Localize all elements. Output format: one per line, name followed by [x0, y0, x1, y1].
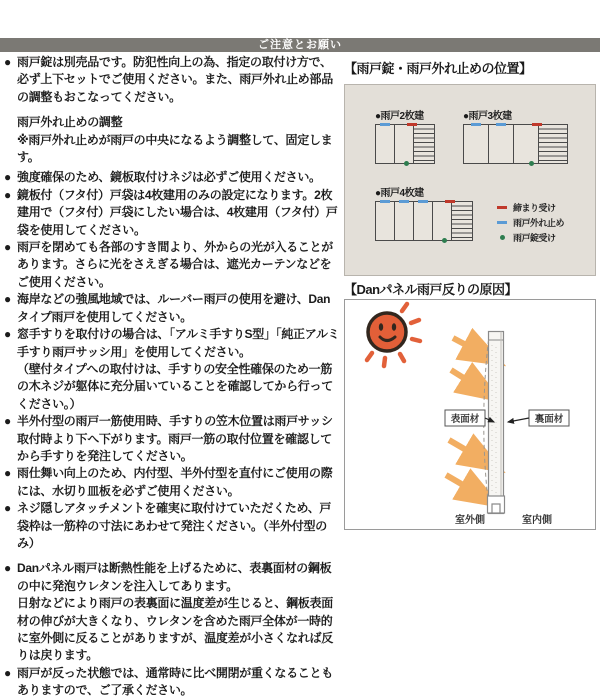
figure-position-box [344, 84, 596, 276]
lock-receiver-marker [529, 161, 534, 166]
red-dash-icon [497, 206, 507, 209]
note-item: 日射などにより雨戸の表裏面に温度差が生じると、鋼板表面材の伸びが大きくなり、ウレタンを含めた雨戸全体が一時的に室外側に反ることがありますが、温度差が小さくなれば反りは戻ります。 [17, 596, 333, 663]
note-item: ● 強度確保のため、鏡板取付けネジは必ずご使用ください。 [4, 170, 321, 185]
svg-text:裏面材: 裏面材 [534, 414, 564, 425]
figure-warp-title: 【Danパネル雨戸反りの原因】 [344, 282, 518, 297]
note-item: ● 窓手すりを取付けの場合は、「アルミ手すりS型」「純正アルミ手すり雨戸サッシ用」を使用してください。 [4, 327, 340, 359]
note-item: ● 雨戸錠は別売品です。防犯性向上の為、指定の取付け方で、必ず上下セットでご使用ください。また、雨戸外れ止め部品の調整もおこなってください。 [4, 55, 333, 104]
shutter-case [451, 201, 473, 241]
shutter-panel [394, 201, 414, 241]
notice-header-title: ご注意とお願い [258, 38, 342, 51]
green-dot-icon [497, 235, 507, 240]
note-item: （壁付タイプへの取付けは、手すりの安全性確保のため一筋の木ネジが躯体に充分届いていることを確認してから行ってください。） [17, 361, 333, 411]
diagram-label: ●雨戸3枚建 [463, 111, 512, 122]
shutter-panel [375, 124, 395, 164]
note-item: ※雨戸外れ止めが雨戸の中央になるよう調整して、固定します。 [17, 132, 333, 165]
note-subheading: 雨戸外れ止めの調整 [17, 115, 123, 130]
note-item: ● 雨戸を閉めても各部のすき間より、外からの光が入ることがあります。さらに光をさえぎる場合は、遮光カーテンなどをご使用ください。 [4, 240, 333, 289]
notice-header-bar [0, 38, 600, 52]
shutter-panel [488, 124, 514, 164]
shutter-panel [432, 201, 452, 241]
note-item: ● 雨戸が反った状態では、通常時に比べ開閉が重くなることもありますので、ご了承ください。 [4, 665, 333, 698]
latch-receiver-marker [445, 200, 455, 203]
back-material-label [508, 410, 569, 426]
detach-stopper-marker [418, 200, 428, 203]
figure-legend [497, 200, 564, 245]
figure-position-title: 【雨戸錠・雨戸外れ止めの位置】 [344, 61, 532, 76]
latch-receiver-marker [532, 123, 542, 126]
lock-receiver-marker [404, 161, 409, 166]
diagram-4-panel-shutter [375, 184, 473, 245]
detach-stopper-marker [471, 123, 481, 126]
shutter-panel [375, 201, 395, 241]
shutter-cross-section [484, 332, 505, 514]
legend-item: 締まり受け [497, 200, 564, 215]
note-item: ● ネジ隠しアタッチメントを確実に取付けていただくため、戸袋枠は一筋枠の寸法にあわせて発注ください。（半外付型のみ） [4, 501, 332, 550]
note-item: ● Danパネル雨戸は断熱性能を上げるために、表裏面材の鋼板の中に発泡ウレタンを注入してあります。 [4, 561, 332, 593]
notes-column [4, 54, 340, 700]
detach-stopper-marker [380, 123, 390, 126]
blue-dash-icon [497, 221, 507, 224]
shutter-panel [394, 124, 414, 164]
lock-receiver-marker [442, 238, 447, 243]
shutter-panel [513, 124, 539, 164]
front-material-label [445, 410, 494, 426]
legend-item: 雨戸錠受け [497, 230, 564, 245]
diagram-label: ●雨戸2枚建 [375, 111, 424, 122]
shutter-case [538, 124, 568, 164]
svg-text:表面材: 表面材 [450, 414, 480, 425]
indoor-side-label: 室内側 [522, 515, 552, 526]
sun-icon [367, 304, 420, 366]
diagram-3-panel-shutter [463, 107, 568, 164]
note-item: ● 半外付型の雨戸一筋使用時、手すりの笠木位置は雨戸サッシ取付時より下へ下がります。雨戸一筋の取付位置を確認してから手すりを発注してください。 [4, 414, 333, 463]
shutter-panel [413, 201, 433, 241]
detach-stopper-marker [496, 123, 506, 126]
outdoor-side-label: 室外側 [455, 515, 485, 526]
note-item: ● 鏡板付（フタ付）戸袋は4枚建用のみの設定になります。2枚建用で（フタ付）戸袋にしたい場合は、4枚建用（フタ付）戸袋を使用してください。 [4, 187, 338, 237]
note-item: ● 海岸などの強風地域では、ルーバー雨戸の使用を避け、Danタイプ雨戸を使用してください。 [4, 292, 331, 324]
shutter-case [413, 124, 435, 164]
detach-stopper-marker [399, 200, 409, 203]
warp-diagram [345, 300, 595, 529]
legend-item: 雨戸外れ止め [497, 215, 564, 230]
shutter-panel [463, 124, 489, 164]
figure-warp-box [344, 299, 596, 530]
diagram-label: ●雨戸4枚建 [375, 188, 424, 199]
latch-receiver-marker [407, 123, 417, 126]
diagram-2-panel-shutter [375, 107, 435, 164]
note-item: ● 雨仕舞い向上のため、内付型、半外付型を直付にご使用の際には、水切り皿板を必ずご使用ください。 [4, 466, 333, 498]
detach-stopper-marker [380, 200, 390, 203]
